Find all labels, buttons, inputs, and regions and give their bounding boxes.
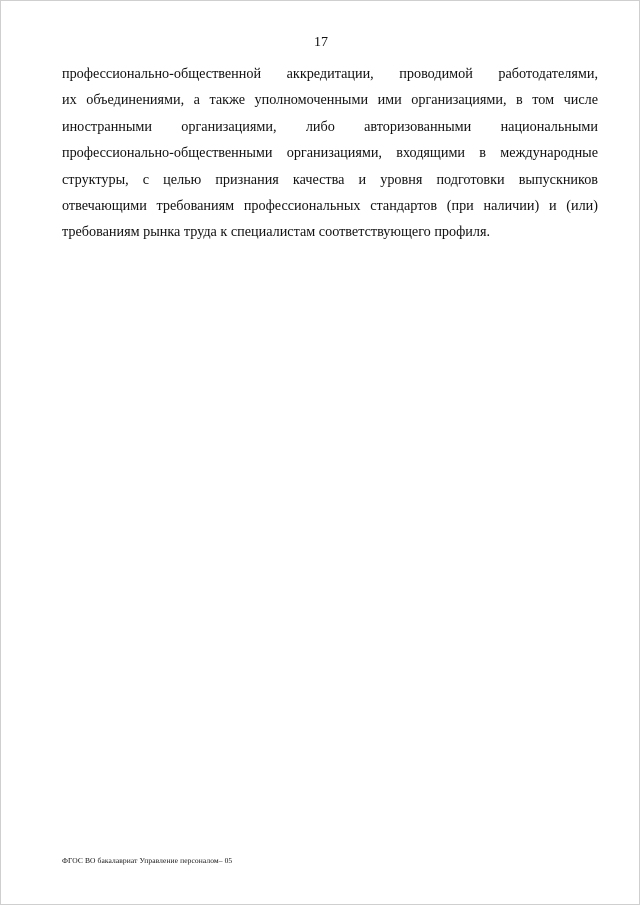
paragraph-line: иностранными организациями, либо авторизованными национальными [62, 118, 598, 135]
paragraph-line: их объединениями, а также уполномоченными ими организациями, в том числе [62, 92, 598, 109]
page-footer: ФГОС ВО бакалавриат Управление персоналом– 05 [62, 856, 233, 865]
paragraph-line: профессионально-общественной аккредитации, проводимой работодателями, [62, 66, 598, 82]
body-paragraph [62, 61, 598, 246]
paragraph-line: профессионально-общественными организациями, входящими в международные [62, 145, 598, 162]
paragraph-line: структуры, с целью признания качества и уровня подготовки выпускников [62, 171, 598, 188]
paragraph-line: отвечающими требованиям профессиональных стандартов (при наличии) и (или) [62, 197, 598, 214]
paragraph-line: требованиям рынка труда к специалистам соответствующего профиля. [62, 224, 491, 241]
page-number: 17 [314, 35, 328, 50]
